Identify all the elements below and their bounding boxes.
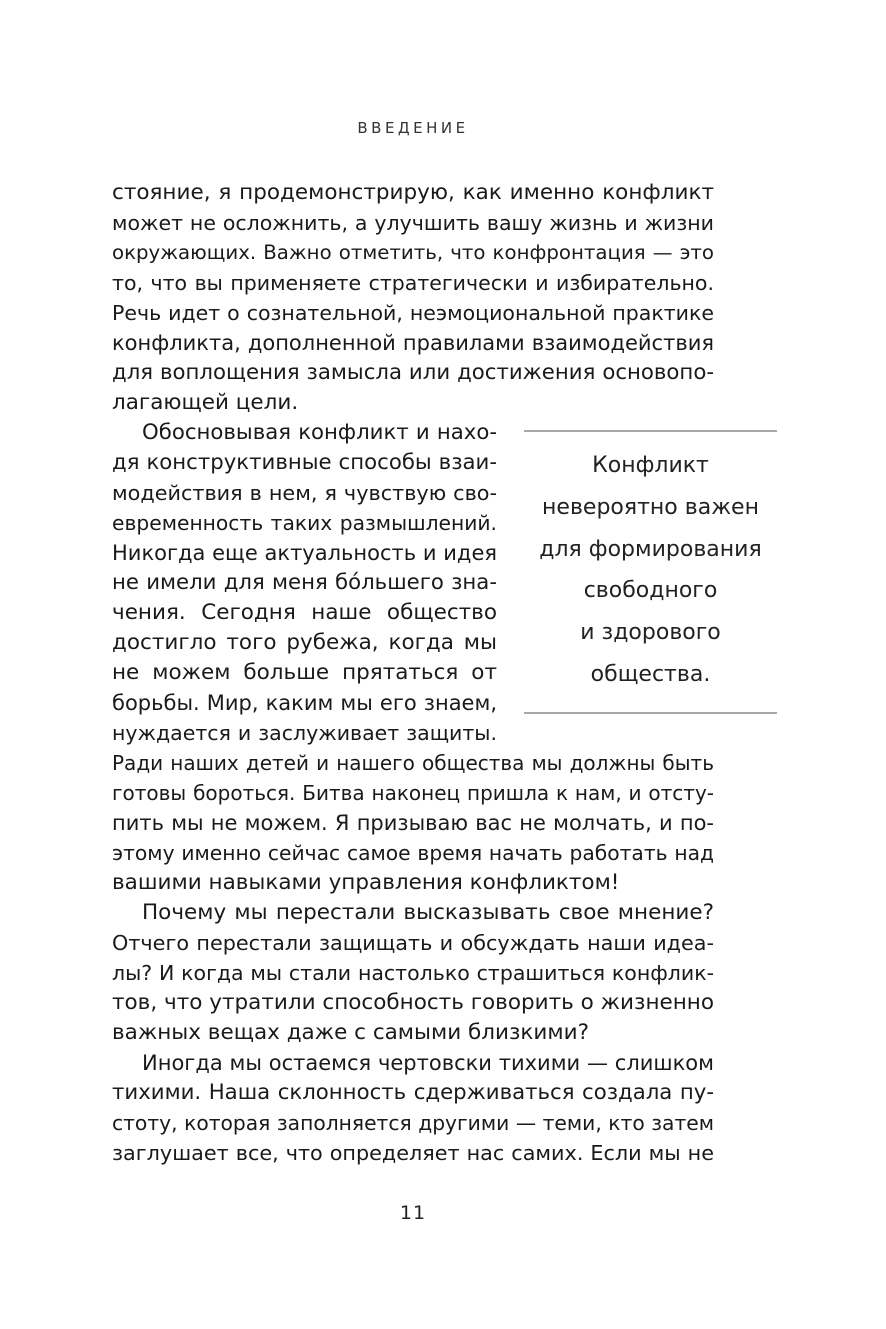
text-line: готовы бороться. Битва наконец пришла к нам, и отсту- — [112, 781, 714, 805]
text-line: достигло того рубежа, когда мы — [112, 630, 497, 655]
text-line: стояние, я продемонстрирую, как именно конфликт — [112, 180, 714, 205]
text-line: Обосновывая конфликт и нахо- — [142, 420, 497, 445]
text-line: Иногда мы остаемся чертовски тихими — слишком — [142, 1051, 714, 1075]
pull-quote-line: и здорового — [580, 620, 721, 645]
text-line: не имели для меня бóльшего зна- — [112, 570, 497, 595]
text-line: конфликта, дополненной правилами взаимодействия — [112, 331, 714, 355]
text-line: окружающих. Важно отметить, что конфронтация — это — [112, 241, 714, 264]
text-line: нуждается и заслуживает защиты. — [112, 721, 497, 745]
text-line: заглушает все, что определяет нас самих. Если мы не — [112, 1141, 714, 1165]
text-line: Речь идет о сознательной, неэмоциональной практике — [112, 301, 714, 325]
pull-quote-top-rule — [524, 430, 777, 432]
text-line: то, что вы применяете стратегически и избирательно. — [112, 271, 714, 295]
running-header: ВВЕДЕНИЕ — [357, 119, 469, 137]
text-line: борьбы. Мир, каким мы его знаем, — [112, 691, 497, 715]
text-line: Отчего перестали защищать и обсуждать наши идеа- — [112, 931, 714, 955]
pull-quote-line: невероятно важен — [542, 495, 759, 520]
text-line: пить мы не можем. Я призываю вас не молчать, и по- — [112, 811, 714, 835]
text-line: может не осложнить, а улучшить вашу жизнь и жизни — [112, 211, 714, 235]
pull-quote-line: свободного — [583, 578, 718, 603]
text-line: дя конструктивные способы взаи- — [112, 450, 497, 475]
text-line: евременность таких размышлений. — [112, 511, 497, 535]
text-line: не можем больше прятаться от — [112, 660, 497, 685]
pull-quote-line: для формирования — [539, 537, 762, 562]
pull-quote-line: Конфликт — [592, 453, 709, 478]
pull-quote-line: общества. — [590, 662, 711, 687]
text-line: лы? И когда мы стали настолько страшиться конфлик- — [112, 961, 714, 985]
text-line: этому именно сейчас самое время начать работать над — [112, 841, 714, 865]
text-line: Никогда еще актуальность и идея — [112, 541, 497, 565]
text-line: важных вещах даже с самыми близкими? — [112, 1020, 589, 1045]
text-line: чения. Сегодня наше общество — [112, 600, 497, 625]
text-line: Почему мы перестали высказывать свое мнение? — [142, 900, 714, 925]
text-line: вашими навыками управления конфликтом! — [112, 870, 620, 895]
text-line: Ради наших детей и нашего общества мы должны быть — [112, 751, 714, 775]
text-line: модействия в нем, я чувствую сво- — [112, 481, 497, 505]
text-line: тихими. Наша склонность сдерживаться создала пу- — [112, 1080, 714, 1105]
text-line: тов, что утратили способность говорить о жизненно — [112, 990, 714, 1015]
text-line: стоту, которая заполняется другими — теми, кто затем — [112, 1111, 714, 1135]
pull-quote-bottom-rule — [524, 712, 777, 714]
page-number: 11 — [399, 1202, 427, 1224]
text-line: для воплощения замысла или достижения основопо- — [112, 360, 714, 385]
text-line: лагающей цели. — [112, 390, 299, 415]
